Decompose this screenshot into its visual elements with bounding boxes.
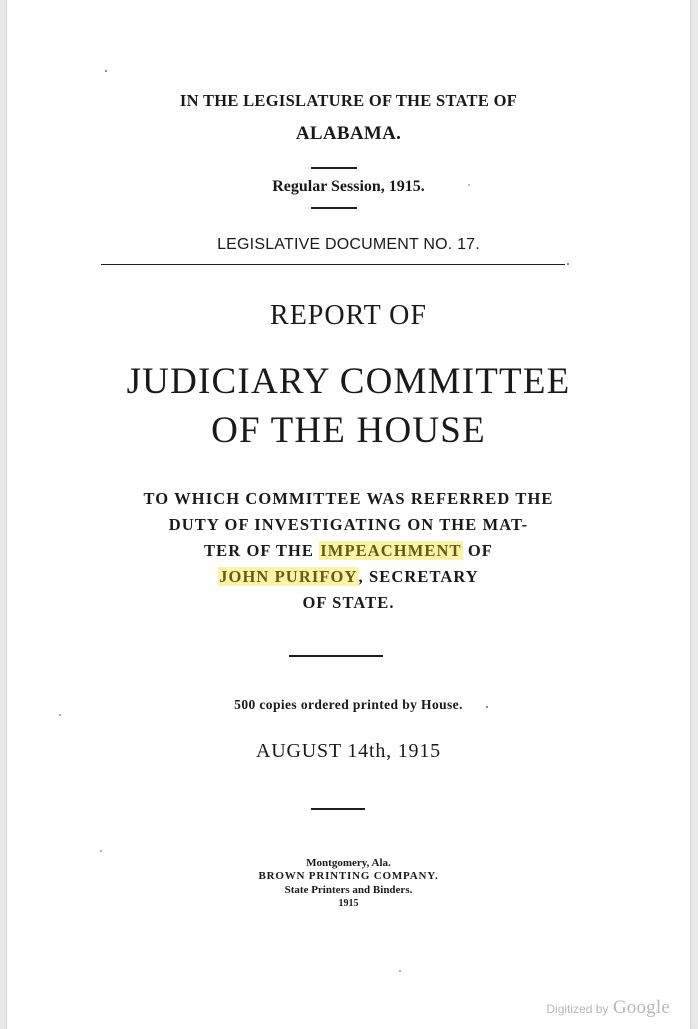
scan-speck bbox=[567, 263, 569, 265]
subject-line-2: DUTY OF INVESTIGATING ON THE MAT- bbox=[168, 515, 529, 534]
copies-note: 500 copies ordered printed by House. bbox=[234, 697, 463, 712]
scan-speck bbox=[486, 706, 488, 708]
document-number: LEGISLATIVE DOCUMENT NO. 17. bbox=[217, 236, 480, 253]
imprint-city: Montgomery, Ala. bbox=[306, 857, 391, 869]
subject-text: TER OF THE bbox=[204, 541, 320, 560]
watermark-prefix: Digitized by bbox=[546, 1002, 609, 1016]
publication-date: AUGUST 14th, 1915 bbox=[256, 740, 441, 762]
subject-text: OF bbox=[462, 541, 493, 560]
section-rule bbox=[289, 655, 383, 657]
committee-title: JUDICIARY COMMITTEE bbox=[126, 361, 571, 402]
scan-speck bbox=[100, 850, 102, 852]
legislature-heading: IN THE LEGISLATURE OF THE STATE OF bbox=[179, 91, 518, 110]
imprint-year: 1915 bbox=[338, 898, 359, 909]
highlighted-name: JOHN PURIFOY bbox=[219, 567, 358, 586]
scan-speck bbox=[468, 184, 470, 186]
divider-rule bbox=[311, 207, 357, 209]
subject-line-4 bbox=[7, 567, 690, 587]
header-rule bbox=[101, 264, 565, 265]
house-title: OF THE HOUSE bbox=[211, 410, 486, 451]
scan-speck bbox=[399, 970, 401, 972]
subject-line-3 bbox=[7, 541, 690, 561]
state-name: ALABAMA. bbox=[295, 123, 402, 144]
document-page bbox=[7, 0, 690, 1029]
digitized-by-google-watermark bbox=[546, 997, 670, 1019]
session-line: Regular Session, 1915. bbox=[272, 178, 425, 195]
report-of-title: REPORT OF bbox=[270, 300, 427, 331]
subject-line-5: OF STATE. bbox=[302, 593, 395, 612]
google-logo: Google bbox=[612, 997, 670, 1018]
highlighted-term: IMPEACHMENT bbox=[320, 541, 462, 560]
scan-speck bbox=[59, 714, 61, 716]
scan-speck bbox=[105, 70, 107, 72]
imprint-company: BROWN PRINTING COMPANY. bbox=[258, 870, 439, 882]
section-rule bbox=[311, 808, 365, 810]
subject-line-1: TO WHICH COMMITTEE WAS REFERRED THE bbox=[143, 489, 554, 508]
divider-rule bbox=[311, 167, 357, 169]
subject-text: , SECRETARY bbox=[358, 567, 479, 586]
imprint-role: State Printers and Binders. bbox=[284, 884, 413, 896]
